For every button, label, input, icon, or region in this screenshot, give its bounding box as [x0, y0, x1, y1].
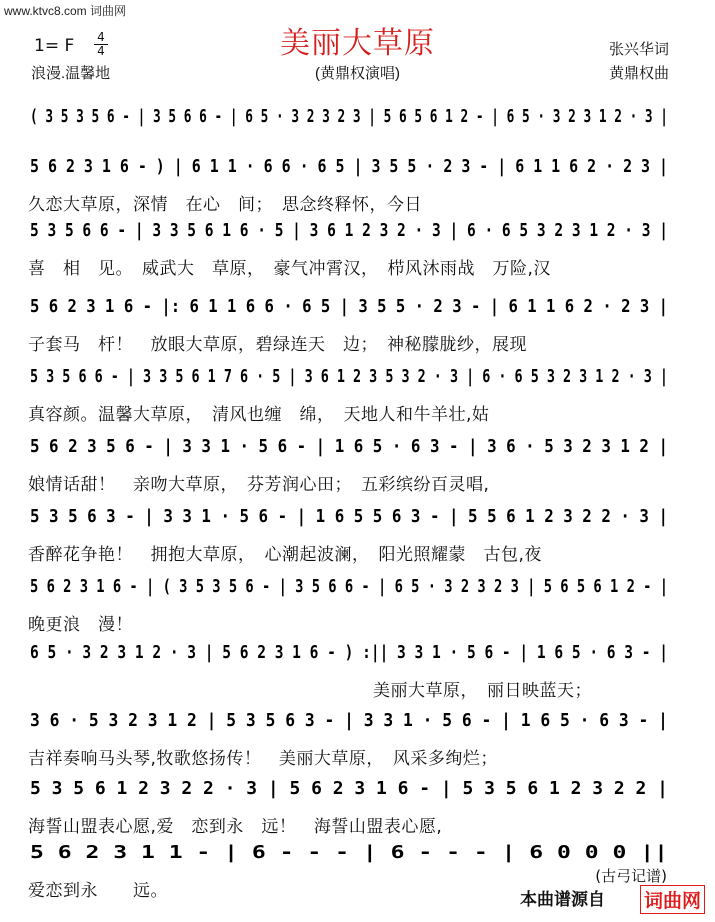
notation-text: 5 3 5 6 6 - | 3 3 5 6 1 7 6 · 5 | 3 6 1 2 3 5 3 2 · 3 | 6 · 6 5 3 2 3 1 2 · 3 | [30, 366, 668, 387]
time-signature-bottom: 4 [97, 44, 105, 58]
lyric-text: 真容颜。温馨大草原， 清风也缠 绵， 天地人和牛羊壮,姑 [28, 405, 490, 425]
notation-text: 3 6 · 5 3 2 3 1 2 | 5 3 5 6 3 - | 3 3 1 · 5 6 - | 1 6 5 · 6 3 - | [30, 710, 668, 731]
performance-style: 浪漫.温馨地 [31, 65, 111, 82]
note-row [28, 146, 672, 186]
lyric-text: 海誓山盟表心愿,爱 恋到永 远！ 海誓山盟表心愿, [28, 817, 443, 837]
transcriber-credit: (古弓记谱) [595, 867, 667, 885]
composer-credit: 黄鼎权曲 [608, 65, 669, 82]
singer-credit: (黄鼎权演唱) [315, 65, 400, 82]
key-signature: 1= F [34, 36, 75, 56]
lyric-text: 爱恋到永 远。 [28, 881, 168, 901]
notation-text: 5 3 5 6 6 - | 3 3 5 6 1 6 · 5 | 3 6 1 2 3 2 · 3 | 6 · 6 5 3 2 3 1 2 · 3 | [30, 220, 668, 241]
note-row [28, 768, 672, 808]
note-row [28, 210, 672, 250]
note-row [28, 356, 672, 396]
notation-text: 5 6 2 3 1 6 - | ( 3 5 3 5 6 - | 3 5 6 6 - | 6 5 · 3 2 3 2 3 | 5 6 5 6 1 2 - | [30, 576, 668, 597]
lyric-text: 吉祥奏响马头琴,牧歌悠扬传！ 美丽大草原， 风采多绚烂； [28, 749, 498, 769]
watermark-url: www.ktvc8.com 词曲网 [4, 4, 127, 18]
footer-source: 本曲谱源自 [520, 890, 605, 910]
notation-text: ( 3 5 3 5 6 - | 3 5 6 6 - | 6 5 · 3 2 3 2 3 | 5 6 5 6 1 2 - | 6 5 · 3 2 3 1 2 · 3 | [30, 106, 668, 127]
lyricist-credit: 张兴华词 [608, 41, 669, 58]
lyric-text: 美丽大草原， 丽日映蓝天； [373, 681, 592, 701]
note-row [28, 426, 672, 466]
notation-text: 5 6 2 3 1 6 - |: 6 1 1 6 6 · 6 5 | 3 5 5 · 2 3 - | 6 1 1 6 2 · 2 3 | [30, 296, 668, 317]
song-title: 美丽大草原 [280, 26, 435, 61]
time-signature [93, 32, 109, 57]
lyric-text: 娘情话甜！ 亲吻大草原， 芬芳润心田； 五彩缤纷百灵唱, [28, 475, 490, 495]
notation-text: 5 6 2 3 1 1 - | 6 - - - | 6 - - - | 6 0 0 0 || [30, 842, 668, 863]
note-row [28, 632, 672, 672]
notation-text: 6 5 · 3 2 3 1 2 · 3 | 5 6 2 3 1 6 - ) :|| 3 3 1 · 5 6 - | 1 6 5 · 6 3 - | [30, 642, 668, 663]
note-row [28, 566, 672, 606]
note-row [28, 700, 672, 740]
notation-text: 5 3 5 6 1 2 3 2 2 · 3 | 5 6 2 3 1 6 - | 5 3 5 6 1 2 3 2 2 | [30, 778, 668, 799]
lyric-text: 晚更浪 漫！ [28, 615, 133, 635]
lyric-text: 子套马 杆！ 放眼大草原，碧绿连天 边； 神秘朦胧纱，展现 [28, 335, 527, 355]
note-row [28, 832, 672, 872]
notation-text: 5 6 2 3 1 6 - ) | 6 1 1 · 6 6 · 6 5 | 3 5 5 · 2 3 - | 6 1 1 6 2 · 2 3 | [30, 156, 668, 177]
note-row [28, 286, 672, 326]
lyric-text: 喜 相 见。 威武大 草原， 豪气冲霄汉， 栉风沐雨战 万险,汉 [28, 259, 551, 279]
site-logo: 词曲网 [640, 885, 705, 914]
note-row [28, 96, 672, 136]
note-row [28, 496, 672, 536]
time-signature-top: 4 [97, 30, 105, 44]
lyric-text: 香醉花争艳！ 拥抱大草原， 心潮起波澜， 阳光照耀蒙 古包,夜 [28, 545, 542, 565]
lyric-text: 久恋大草原，深情 在心 间； 思念终释怀，今日 [28, 195, 422, 215]
notation-text: 5 6 2 3 5 6 - | 3 3 1 · 5 6 - | 1 6 5 · 6 3 - | 3 6 · 5 3 2 3 1 2 | [30, 436, 668, 457]
notation-text: 5 3 5 6 3 - | 3 3 1 · 5 6 - | 1 6 5 5 6 3 - | 5 5 6 1 2 3 2 2 · 3 | [30, 506, 668, 527]
